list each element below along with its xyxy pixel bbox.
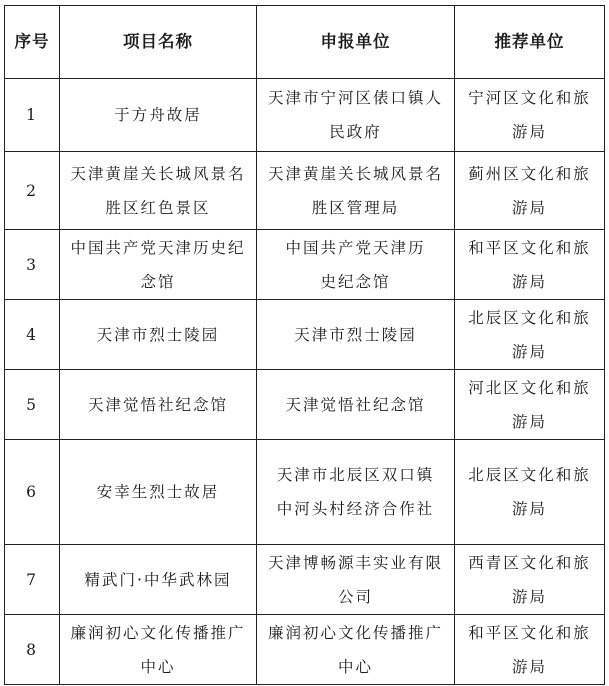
row-index: 3 (5, 230, 60, 300)
project-name-cell: 天津觉悟社纪念馆 (60, 370, 257, 440)
header-index: 序号 (5, 6, 60, 79)
applicant-cell: 天津博畅源丰实业有限公司 (257, 545, 455, 615)
row-index: 7 (5, 545, 60, 615)
table-row (5, 230, 605, 300)
table-row (5, 370, 605, 440)
applicant-cell: 廉润初心文化传播推广中心 (257, 615, 455, 685)
row-index: 6 (5, 440, 60, 545)
applicant-cell: 天津黄崖关长城风景名胜区管理局 (257, 152, 455, 230)
recommender-cell: 北辰区文化和旅游局 (455, 440, 605, 545)
table-row (5, 615, 605, 685)
recommender-cell: 和平区文化和旅游局 (455, 615, 605, 685)
row-index: 5 (5, 370, 60, 440)
recommender-cell: 和平区文化和旅游局 (455, 230, 605, 300)
table-row (5, 79, 605, 152)
table-row (5, 545, 605, 615)
row-index: 4 (5, 300, 60, 370)
recommender-cell: 蓟州区文化和旅游局 (455, 152, 605, 230)
row-index: 8 (5, 615, 60, 685)
table-row (5, 440, 605, 545)
table-row (5, 300, 605, 370)
table-row (5, 152, 605, 230)
project-name-cell: 安幸生烈士故居 (60, 440, 257, 545)
project-name-cell: 于方舟故居 (60, 79, 257, 152)
applicant-cell: 天津市北辰区双口镇中河头村经济合作社 (257, 440, 455, 545)
applicant-cell: 天津市宁河区俵口镇人民政府 (257, 79, 455, 152)
project-table (4, 5, 605, 685)
header-project-name: 项目名称 (60, 6, 257, 79)
header-applicant: 申报单位 (257, 6, 455, 79)
header-recommender: 推荐单位 (455, 6, 605, 79)
project-name-cell: 中国共产党天津历史纪念馆 (60, 230, 257, 300)
recommender-cell: 河北区文化和旅游局 (455, 370, 605, 440)
header-row (5, 6, 605, 79)
recommender-cell: 北辰区文化和旅游局 (455, 300, 605, 370)
row-index: 1 (5, 79, 60, 152)
project-name-cell: 廉润初心文化传播推广中心 (60, 615, 257, 685)
project-name-cell: 天津市烈士陵园 (60, 300, 257, 370)
applicant-cell: 天津市烈士陵园 (257, 300, 455, 370)
project-name-cell: 精武门·中华武林园 (60, 545, 257, 615)
recommender-cell: 西青区文化和旅游局 (455, 545, 605, 615)
applicant-cell: 中国共产党天津历史纪念馆 (257, 230, 455, 300)
recommender-cell: 宁河区文化和旅游局 (455, 79, 605, 152)
project-name-cell: 天津黄崖关长城风景名胜区红色景区 (60, 152, 257, 230)
applicant-cell: 天津觉悟社纪念馆 (257, 370, 455, 440)
row-index: 2 (5, 152, 60, 230)
